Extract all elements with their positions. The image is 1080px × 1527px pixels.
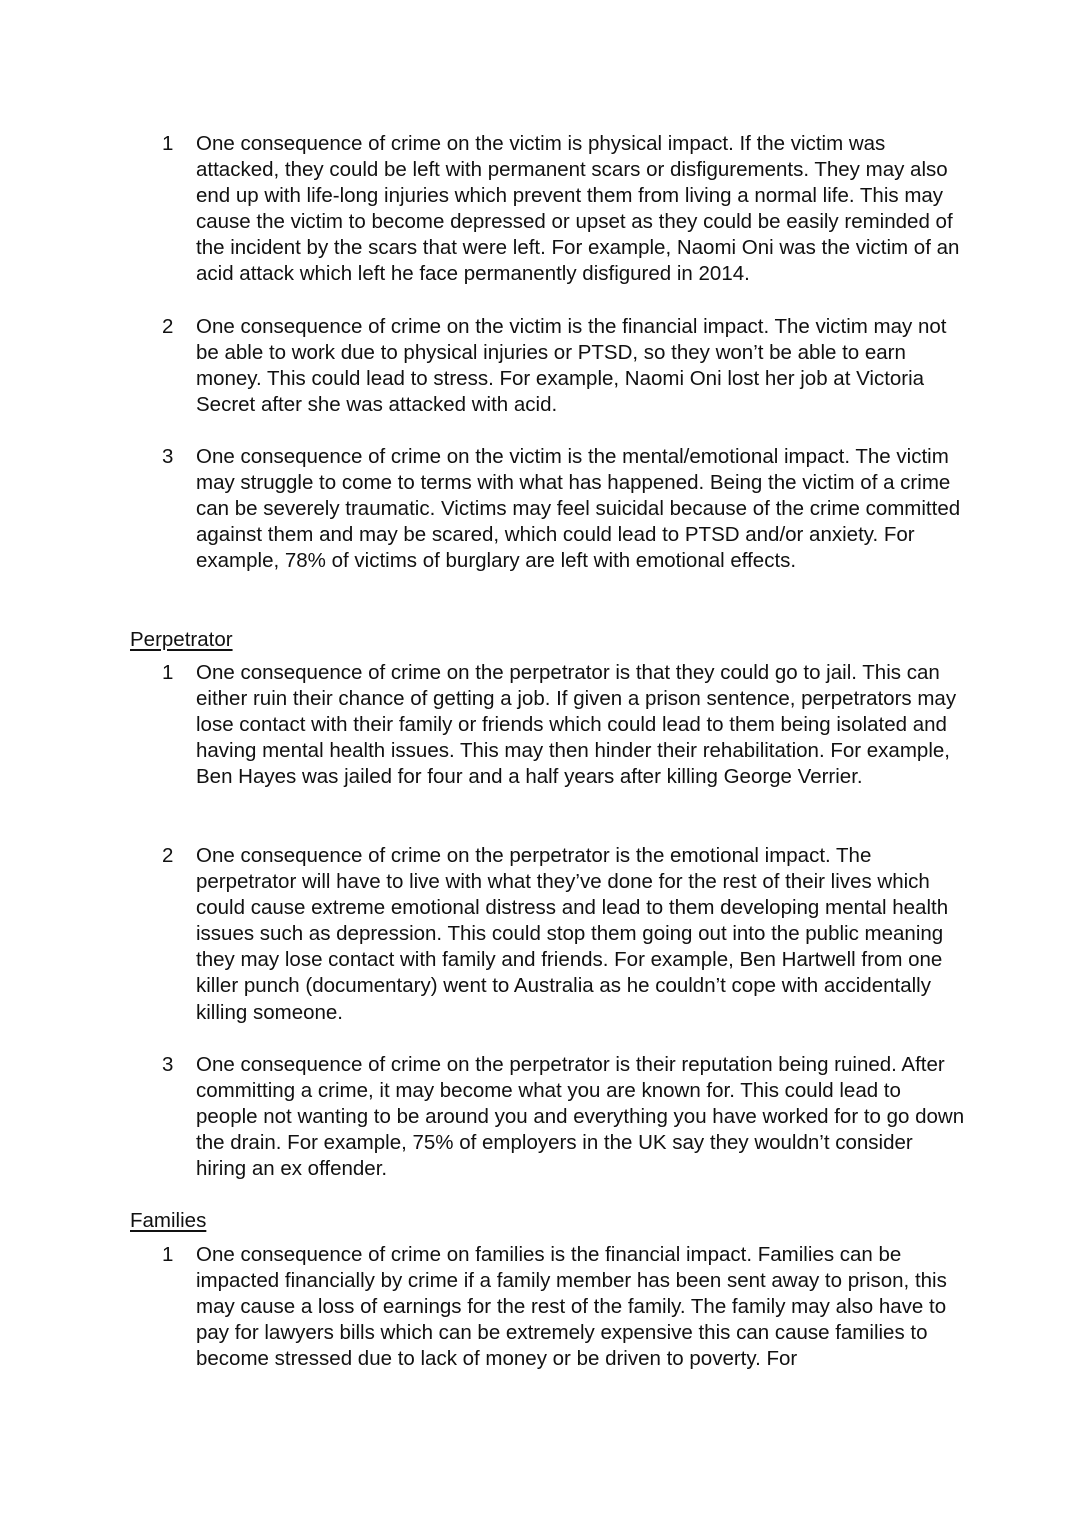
list-number: 2: [162, 315, 174, 338]
list-number: 3: [162, 445, 174, 468]
list-number: 2: [162, 844, 174, 867]
section-heading-perpetrator: Perpetrator: [130, 628, 233, 651]
list-item-text: One consequence of crime on families is the financial impact. Families can be impacted financially by crime if a family member has been sent away to prison, this may cause a loss of earnings for the rest of the family. The family may also have to pay for lawyers bills which can be extremely expensive this can cause families to become stressed due to lack of money or be driven to poverty. For: [196, 1243, 947, 1371]
list-item-text: One consequence of crime on the victim is physical impact. If the victim was attacked, they could be left with permanent scars or disfigurements. They may also end up with life-long injuries which prevent them from living a normal life. This may cause the victim to become depressed or upset as they could be easily reminded of the incident by the scars that were left. For example, Naomi Oni was the victim of an acid attack which left he face permanently disfigured in 2014.: [196, 132, 960, 286]
list-item-text: One consequence of crime on the perpetrator is their reputation being ruined. After committing a crime, it may become what you are known for. This could lead to people not wanting to be around you and everything you have worked for to go down the drain. For example, 75% of employers in the UK say they wouldn’t consider hiring an ex offender.: [196, 1053, 965, 1181]
list-item-text: One consequence of crime on the perpetrator is the emotional impact. The perpetrator will have to live with what they’ve done for the rest of their lives which could cause extreme emotional distress and lead to them developing mental health issues such as depression. This could stop them going out into the public meaning they may lose contact with family and friends. For example, Ben Hartwell from one killer punch (documentary) went to Australia as he couldn’t cope with accidentally killing someone.: [196, 844, 949, 1024]
list-number: 1: [162, 132, 174, 155]
list-number: 3: [162, 1053, 174, 1076]
section-heading-families: Families: [130, 1209, 207, 1232]
list-item-text: One consequence of crime on the victim is the financial impact. The victim may not be able to work due to physical injuries or PTSD, so they won’t be able to earn money. This could lead to stress. For example, Naomi Oni lost her job at Victoria Secret after she was attacked with acid.: [196, 315, 947, 417]
list-item-text: One consequence of crime on the perpetrator is that they could go to jail. This can either ruin their chance of getting a job. If given a prison sentence, perpetrators may lose contact with their family or friends which could lead to them being isolated and having mental health issues. This may then hinder their rehabilitation. For example, Ben Hayes was jailed for four and a half years after killing George Verrier.: [196, 661, 957, 789]
list-item-text: One consequence of crime on the victim is the mental/emotional impact. The victim may struggle to come to terms with what has happened. Being the victim of a crime can be severely traumatic. Victims may feel suicidal because of the crime committed against them and may be scared, which could lead to PTSD and/or anxiety. For example, 78% of victims of burglary are left with emotional effects.: [196, 445, 961, 573]
list-number: 1: [162, 1243, 174, 1266]
list-number: 1: [162, 661, 174, 684]
